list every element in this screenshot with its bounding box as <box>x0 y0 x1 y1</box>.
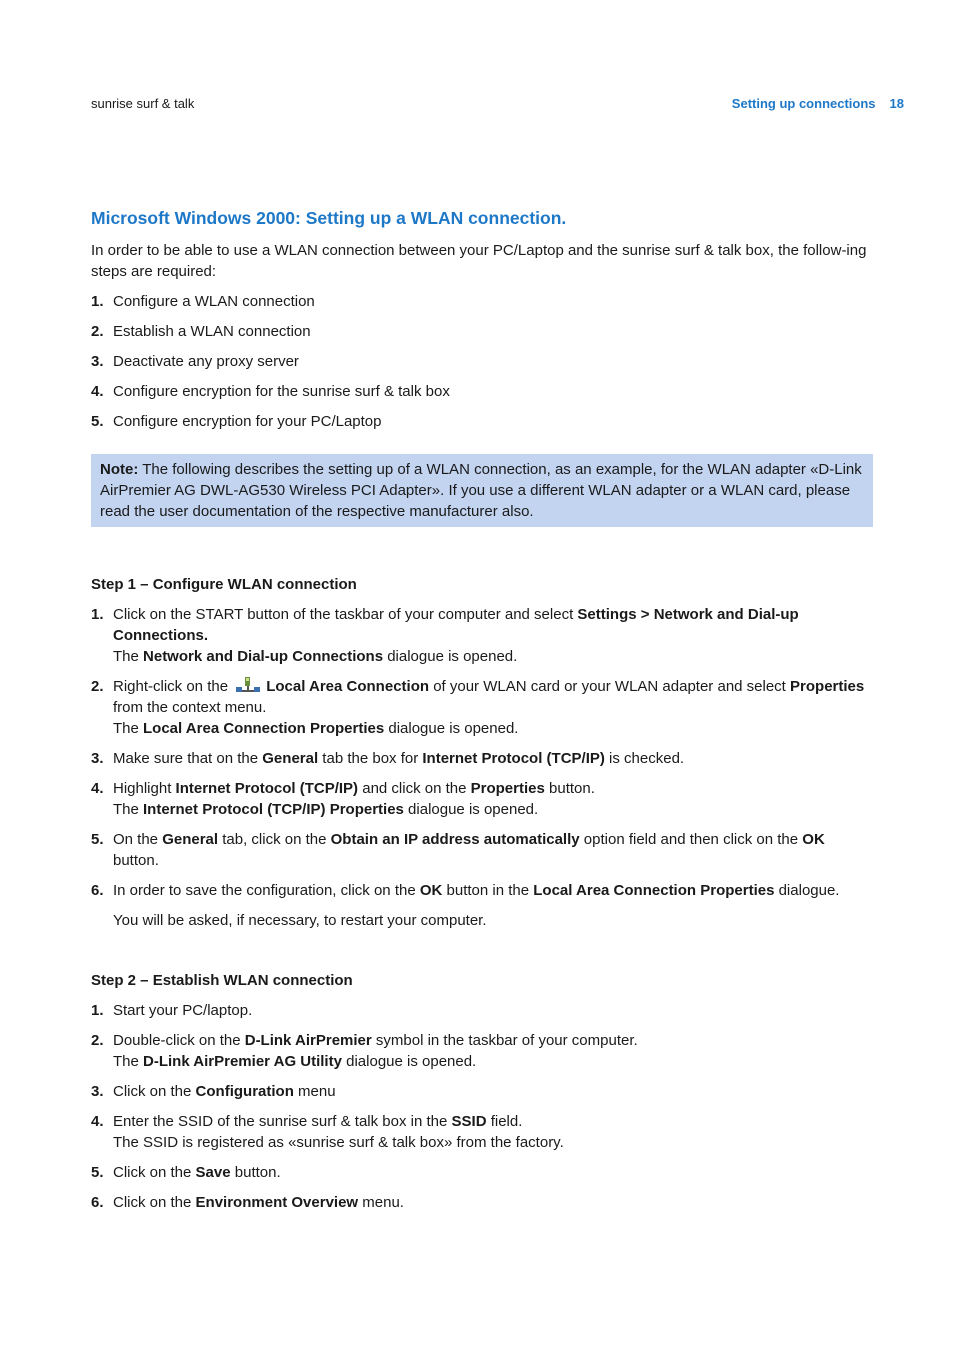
step2-item-text: Enter the SSID of the sunrise surf & talk box in the <box>113 1113 452 1130</box>
step2-item-line <box>113 1111 873 1132</box>
item-number: 6. <box>91 1194 104 1211</box>
step1-list <box>91 604 873 901</box>
step1-item-text: of your WLAN card or your WLAN adapter and select <box>429 678 791 695</box>
step2-item <box>91 1081 873 1102</box>
step1-item-text: Local Area Connection Properties <box>533 882 775 899</box>
item-number: 2. <box>91 323 104 340</box>
note-box <box>91 454 873 527</box>
step1-item-text: OK <box>802 831 825 848</box>
step1-item-text: is checked. <box>604 750 685 767</box>
step1-item-text: Click on the START button of the taskbar of your computer and select <box>113 606 578 623</box>
overview-item <box>91 411 873 432</box>
step1-item-text: Right-click on the <box>113 678 233 695</box>
step1-item-line <box>113 778 873 799</box>
step2-item-text: symbol in the taskbar of your computer. <box>371 1032 638 1049</box>
step2-item-text: Click on the <box>113 1083 196 1100</box>
step1-item-text: button. <box>544 780 595 797</box>
step2-item-line <box>113 1162 873 1183</box>
step2-list <box>91 1000 873 1213</box>
step1-item <box>91 604 873 667</box>
step1-item-result-text: dialogue is opened. <box>403 801 539 818</box>
step1-item-text: button in the <box>442 882 534 899</box>
step1-item-text: Properties <box>790 678 865 695</box>
step1-followup: You will be asked, if necessary, to restart your computer. <box>113 912 487 929</box>
step1-item <box>91 676 873 739</box>
step1-item <box>91 778 873 820</box>
step1-item-text: from the context menu. <box>113 699 267 716</box>
step1-item-text: Internet Protocol (TCP/IP) <box>422 750 605 767</box>
step2-item-result-text: dialogue is opened. <box>341 1053 477 1070</box>
note-text: The following describes the setting up of a WLAN connection, as an example, for the WLAN adapter «D-Link AirPremier AG DWL-AG530 Wireless PCI Adapter». If you use a different WLAN adapter or a WLAN card, please read the user documentation of the respective manufacturer also. <box>100 461 862 520</box>
item-number: 1. <box>91 293 104 310</box>
step1-item-result-text: Network and Dial-up Connections <box>143 648 384 665</box>
item-number: 6. <box>91 882 104 899</box>
step2-item-text: D-Link AirPremier <box>244 1032 372 1049</box>
step1-item-text: tab, click on the <box>218 831 331 848</box>
step1-item-line <box>113 829 873 871</box>
step1-item-text: General <box>162 831 219 848</box>
item-number: 1. <box>91 606 104 623</box>
overview-item-text: Configure a WLAN connection <box>113 293 315 310</box>
item-number: 3. <box>91 1083 104 1100</box>
header-section-title: Setting up connections <box>731 96 876 111</box>
step1-item <box>91 748 873 769</box>
step2-heading: Step 2 – Establish WLAN connection <box>91 972 353 989</box>
step1-item-line <box>113 748 873 769</box>
header-section <box>732 96 904 111</box>
intro-paragraph: In order to be able to use a WLAN connection between your PC/Laptop and the sunrise surf & talk box, the follow-ing steps are required: <box>91 242 867 280</box>
item-number: 4. <box>91 780 104 797</box>
item-number: 5. <box>91 1164 104 1181</box>
overview-item <box>91 291 873 312</box>
page-title: Microsoft Windows 2000: Setting up a WLAN connection. <box>91 208 567 228</box>
step1-item-line <box>113 676 873 718</box>
step1-item-text: OK <box>419 882 443 899</box>
step1-item-line <box>113 880 873 901</box>
step2-item-text: SSID <box>451 1113 487 1130</box>
step1-item-text: option field and then click on the <box>579 831 803 848</box>
step1-item-result <box>113 799 873 820</box>
note-label: Note: <box>100 461 139 478</box>
overview-item <box>91 381 873 402</box>
step2-item-text: menu. <box>358 1194 404 1211</box>
step2-item-text: field. <box>486 1113 523 1130</box>
step2-item-result-text: The SSID is registered as «sunrise surf & talk box» from the factory. <box>113 1134 564 1151</box>
step1-item-result-text: Internet Protocol (TCP/IP) Properties <box>143 801 404 818</box>
overview-list <box>91 291 873 432</box>
step1-item-text: Make sure that on the <box>113 750 263 767</box>
step1-item-result-text: The <box>113 720 144 737</box>
step2-item-text: Click on the <box>113 1164 196 1181</box>
step2-item <box>91 1192 873 1213</box>
overview-item-text: Configure encryption for the sunrise surf & talk box <box>113 383 450 400</box>
step1-item-result <box>113 718 873 739</box>
step2-item-text: Start your PC/laptop. <box>113 1002 253 1019</box>
step2-item-text: Configuration <box>195 1083 294 1100</box>
step2-item-result-text: D-Link AirPremier AG Utility <box>143 1053 342 1070</box>
step2-item-line <box>113 1000 873 1021</box>
item-number: 3. <box>91 750 104 767</box>
item-number: 4. <box>91 1113 104 1130</box>
page-content <box>91 207 873 1222</box>
step2-item-result-text: The <box>113 1053 144 1070</box>
step1-item-result-text: Local Area Connection Properties <box>143 720 385 737</box>
overview-item-text: Establish a WLAN connection <box>113 323 311 340</box>
step1-item-result-text: dialogue is opened. <box>384 720 519 737</box>
item-number: 2. <box>91 678 104 695</box>
step2-item-result <box>113 1051 873 1072</box>
step2-item-text: Environment Overview <box>195 1194 359 1211</box>
step1-item-text: Internet Protocol (TCP/IP) <box>175 780 359 797</box>
overview-item-text: Configure encryption for your PC/Laptop <box>113 413 382 430</box>
step1-item-line <box>113 604 873 646</box>
step2-item-text: menu <box>293 1083 336 1100</box>
step2-item-text: Double-click on the <box>113 1032 245 1049</box>
step2-item-line <box>113 1030 873 1051</box>
step1-item-text: On the <box>113 831 163 848</box>
step2-item-result <box>113 1132 873 1153</box>
step1-item-text: tab the box for <box>318 750 423 767</box>
overview-item <box>91 351 873 372</box>
step1-item-text: and click on the <box>358 780 471 797</box>
step1-item-result-text: The <box>113 801 144 818</box>
network-connection-icon <box>234 676 262 694</box>
step1-heading: Step 1 – Configure WLAN connection <box>91 576 357 593</box>
step1-item-text: Obtain an IP address automatically <box>330 831 580 848</box>
item-number: 1. <box>91 1002 104 1019</box>
step1-item-text: Properties <box>470 780 545 797</box>
item-number: 3. <box>91 353 104 370</box>
step1-item-text: In order to save the configuration, click on the <box>113 882 420 899</box>
step2-item <box>91 1030 873 1072</box>
step2-item-line <box>113 1192 873 1213</box>
step1-item-text: Highlight <box>113 780 176 797</box>
step1-item-text: Local Area Connection <box>266 678 430 695</box>
step2-item-text: button. <box>230 1164 281 1181</box>
overview-item <box>91 321 873 342</box>
page-number: 18 <box>889 96 904 111</box>
step2-item <box>91 1162 873 1183</box>
step1-item-text: dialogue. <box>774 882 840 899</box>
step2-item-text: Click on the <box>113 1194 196 1211</box>
step1-item-text: button. <box>113 852 159 869</box>
step1-item <box>91 880 873 901</box>
step1-item-text: General <box>262 750 319 767</box>
item-number: 4. <box>91 383 104 400</box>
step2-item-line <box>113 1081 873 1102</box>
overview-item-text: Deactivate any proxy server <box>113 353 299 370</box>
step2-item-text: Save <box>195 1164 231 1181</box>
item-number: 2. <box>91 1032 104 1049</box>
header-product-name: sunrise surf & talk <box>91 96 195 111</box>
step1-item-result-text: The <box>113 648 144 665</box>
step1-item-text: Settings > Network and Dial-up Connections. <box>113 606 799 644</box>
item-number: 5. <box>91 831 104 848</box>
item-number: 5. <box>91 413 104 430</box>
step1-item-result-text: dialogue is opened. <box>383 648 518 665</box>
step1-item <box>91 829 873 871</box>
step2-item <box>91 1000 873 1021</box>
step2-item <box>91 1111 873 1153</box>
step1-item-result <box>113 646 873 667</box>
